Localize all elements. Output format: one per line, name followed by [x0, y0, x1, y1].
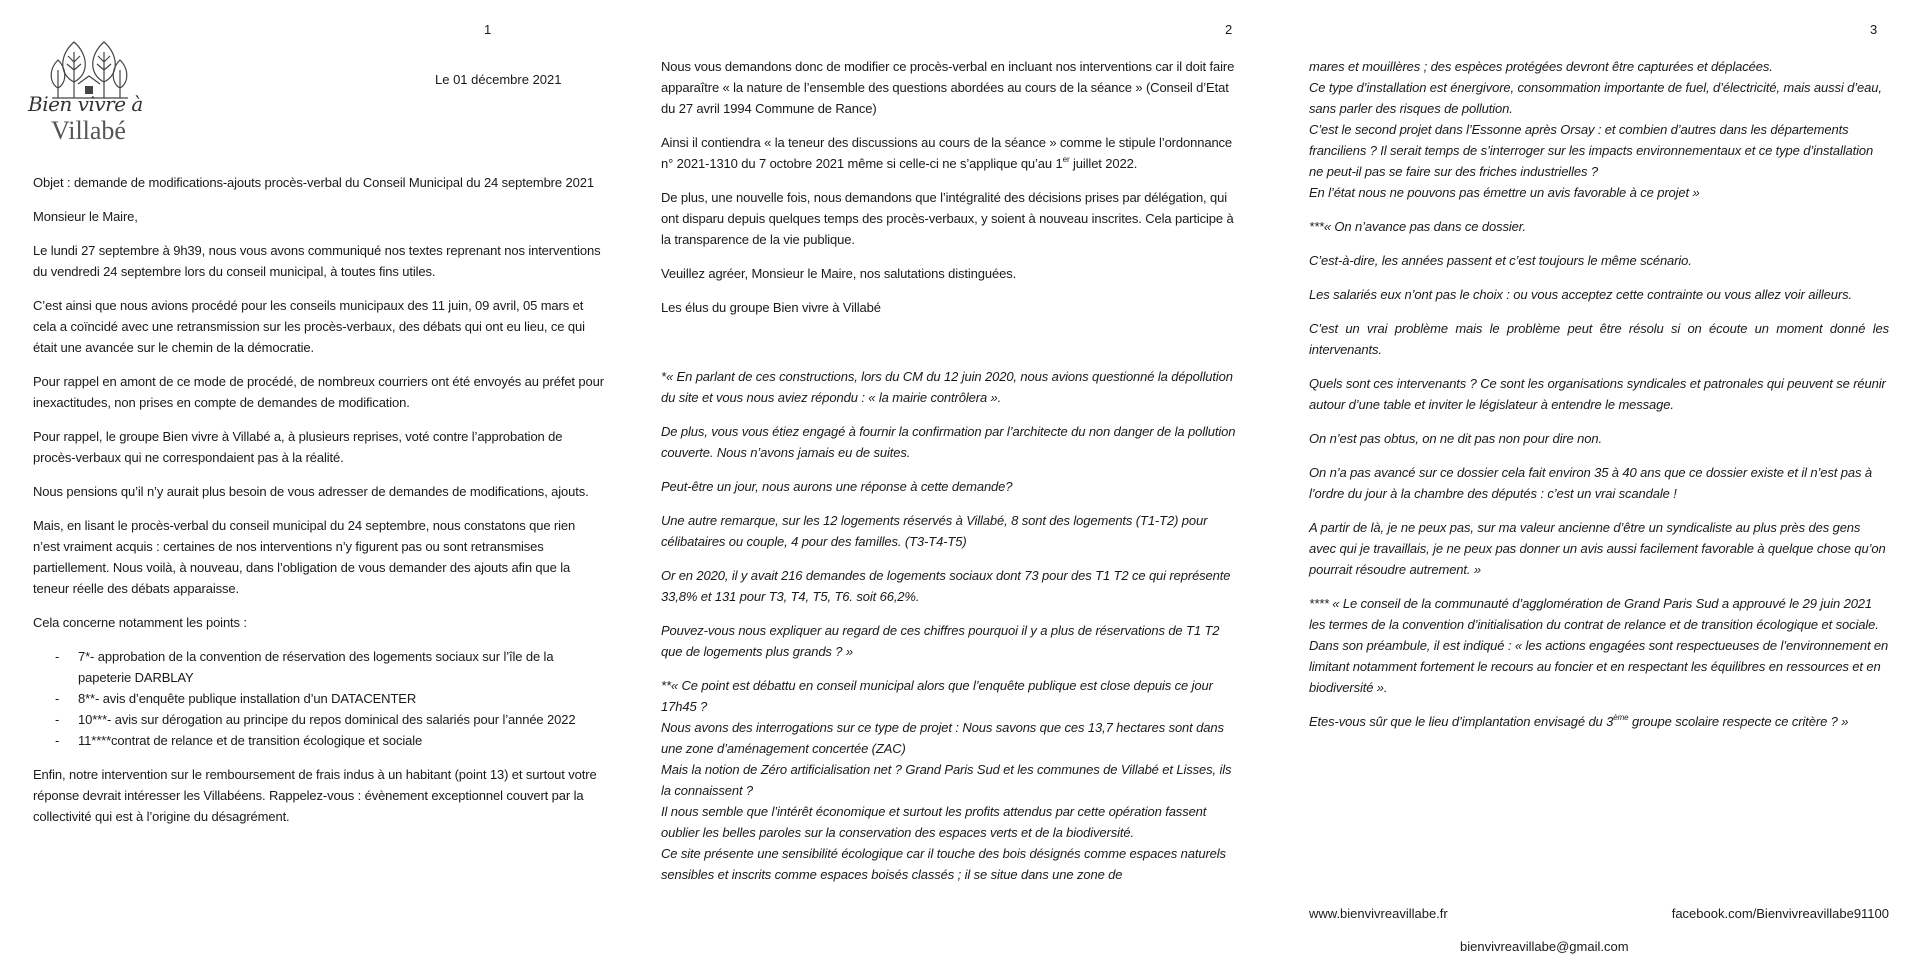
closing-formula: Veuillez agréer, Monsieur le Maire, nos salutations distinguées.	[661, 266, 1017, 281]
text-line: En l’état nous ne pouvons pas émettre un avis favorable à ce projet »	[1309, 185, 1700, 200]
paragraph	[661, 366, 1239, 408]
list-item: - 11****contrat de relance et de transition écologique et sociale	[33, 730, 605, 751]
text-line: De plus, vous vous étiez engagé à fournir la confirmation par l’architecte du non danger de la pollution couverte. Nous n’avons jamais eu de suites.	[661, 424, 1236, 460]
points-list	[33, 646, 605, 751]
text-line: C’est un vrai problème mais le problème peut être résolu si on écoute un moment donné les intervenants.	[1309, 321, 1889, 357]
text-line: Une autre remarque, sur les 12 logements réservés à Villabé, 8 sont des logements (T1-T2) pour célibataires ou couple, 4 pour des familles. (T3-T4-T5)	[661, 513, 1208, 549]
superscript: ème	[1613, 713, 1629, 722]
list-item: - 7*- approbation de la convention de réservation des logements sociaux sur l’île de la papeterie DARBLAY	[33, 646, 605, 688]
page-number: 2	[1225, 22, 1233, 37]
text-line: A partir de là, je ne peux pas, sur ma valeur ancienne d’être un syndicaliste au plus près des gens avec qui je travaillais, je ne peux pas donner un avis aussi facilement favorable à quelque chose qu’on pourrait résoudre autrement. »	[1309, 520, 1886, 577]
text-line: Les salariés eux n’ont pas le choix : ou vous acceptez cette contrainte ou vous allez voir ailleurs.	[1309, 287, 1852, 302]
paragraph	[661, 421, 1239, 463]
text: Etes-vous sûr que le lieu d’implantation envisagé du 3	[1309, 714, 1614, 729]
text-line: C’est le second projet dans l’Essonne après Orsay : et combien d’autres dans les départements franciliens ? Il serait temps de s’interroger sur les impacts environnementaux et ce type d’installation ne peut-il pas se faire sur des friches industrielles ?	[1309, 122, 1874, 179]
paragraph	[661, 132, 1239, 174]
email-link[interactable]: bienvivreavillabe@gmail.com	[1460, 939, 1629, 954]
letter-date: Le 01 décembre 2021	[435, 72, 562, 87]
paragraph: Nous pensions qu’il n’y aurait plus besoin de vous adresser de demandes de modifications, ajouts.	[33, 484, 589, 499]
paragraph: Cela concerne notamment les points :	[33, 615, 247, 630]
paragraph: C’est ainsi que nous avions procédé pour les conseils municipaux des 11 juin, 09 avril, 05 mars et cela a coïncidé avec une retransmission sur les procès-verbaux, des débats qui ont eu lieu, ce qui était une avancée sur le chemin de la démocratie.	[33, 298, 585, 355]
paragraph: Nous vous demandons donc de modifier ce procès-verbal en incluant nos interventions car il doit faire apparaître « la nature de l’ensemble des questions abordées au cours de la séance » (Conseil d’Etat du 27 avril 1994 Commune de Rance)	[661, 59, 1235, 116]
paragraph	[1309, 517, 1889, 580]
text-line: C’est-à-dire, les années passent et c’est toujours le même scénario.	[1309, 253, 1692, 268]
text-line: Quels sont ces intervenants ? Ce sont les organisations syndicales et patronales qui peuvent se réunir autour d’une table et inviter le législateur à entendre le message.	[1309, 376, 1886, 412]
footnotes	[661, 366, 1239, 885]
paragraph	[1309, 711, 1889, 732]
page-1-body	[33, 172, 605, 840]
paragraph: Mais, en lisant le procès-verbal du conseil municipal du 24 septembre, nous constatons que rien n’est vraiment acquis : certaines de nos interventions n’y figurent pas ou sont retransmises partiellement. Nous voilà, à nouveau, dans l’obligation de vous demander des ajouts afin que la teneur réelle des débats apparaisse.	[33, 518, 576, 596]
paragraph	[1309, 56, 1889, 203]
paragraph	[1309, 284, 1889, 305]
logo-title-text: Villabé	[51, 116, 126, 145]
text-line: **** « Le conseil de la communauté d’agglomération de Grand Paris Sud a approuvé le 29 juin 2021 les termes de la convention d’initialisation du contrat de relance et de transition écologique et sociale. Dans son préambule, il est indiqué : « les actions engagées sont respectueuses de l’environnement en limitant notamment fortement le recours au foncier et en respectant les équilibres en ressources et en biodiversité ».	[1309, 596, 1889, 695]
paragraph: Pour rappel, le groupe Bien vivre à Villabé a, à plusieurs reprises, voté contre l’approbation de procès-verbaux qui ne correspondaient pas à la réalité.	[33, 429, 563, 465]
paragraph: Monsieur le Maire,	[33, 209, 138, 224]
facebook-link[interactable]: facebook.com/Bienvivreavillabe91100	[1671, 906, 1889, 921]
paragraph	[661, 675, 1239, 885]
list-item: - 10***- avis sur dérogation au principe du repos dominical des salariés pour l’année 2022	[33, 709, 605, 730]
text-line: *« En parlant de ces constructions, lors du CM du 12 juin 2020, nous avions questionné la dépollution du site et vous nous aviez répondu : « la mairie contrôlera ».	[661, 369, 1233, 405]
text: Ainsi il contiendra « la teneur des discussions au cours de la séance » comme le stipule l’ordonnance n° 2021-1310 du 7 octobre 2021 même si celle-ci ne s’applique qu’au 1	[661, 135, 1233, 171]
paragraph	[1309, 593, 1889, 698]
logo-script-text: Bien vivre à	[28, 92, 143, 116]
text: groupe scolaire respecte ce critère ? »	[1628, 714, 1849, 729]
text-line: Or en 2020, il y avait 216 demandes de logements sociaux dont 73 pour des T1 T2 ce qui représente 33,8% et 131 pour T3, T4, T5, T6. soit 66,2%.	[661, 568, 1231, 604]
paragraph	[661, 565, 1239, 607]
paragraph	[661, 510, 1239, 552]
paragraph: De plus, une nouvelle fois, nous demandons que l’intégralité des décisions prises par délégation, qui ont disparu depuis quelques temps des procès-verbaux, y soient à nouveau inscrites. Cela participe à la transparence de la vie publique.	[661, 190, 1234, 247]
text-line: Ce site présente une sensibilité écologique car il touche des bois désignés comme espaces naturels sensibles et inscrits comme espaces boisés classés ; il se situe dans une zone de	[661, 846, 1226, 882]
paragraph	[1309, 462, 1889, 504]
paragraph: Le lundi 27 septembre à 9h39, nous vous avons communiqué nos textes reprenant nos interventions du vendredi 24 septembre lors du conseil municipal, à toutes fins utiles.	[33, 243, 601, 279]
page-number: 1	[484, 22, 492, 37]
text-line: On n’a pas avancé sur ce dossier cela fait environ 35 à 40 ans que ce dossier existe et il n’est pas à l’ordre du jour à la chambre des députés : c’est un vrai scandale !	[1309, 465, 1872, 501]
text-line: Il nous semble que l’intérêt économique et surtout les profits attendus par cette opération fassent oublier les belles paroles sur la conservation des espaces verts et de la biodiversité.	[661, 804, 1207, 840]
paragraph	[661, 476, 1239, 497]
paragraph: Objet : demande de modifications-ajouts procès-verbal du Conseil Municipal du 24 septembre 2021	[33, 175, 594, 190]
text-line: Ce type d’installation est énergivore, consommation importante de fuel, d’électricité, mais aussi d’eau, sans parler des risques de pollution.	[1309, 80, 1882, 116]
page-number: 3	[1870, 22, 1878, 37]
paragraph	[1309, 216, 1889, 237]
paragraph: Enfin, notre intervention sur le remboursement de frais indus à un habitant (point 13) et surtout votre réponse devrait intéresser les Villabéens. Rappelez-vous : évènement exceptionnel couvert par la collectivité qui est à l’origine du désagrément.	[33, 767, 597, 824]
superscript: er	[1062, 155, 1070, 164]
text-line: mares et mouillères ; des espèces protégées devront être capturées et déplacées.	[1309, 59, 1773, 74]
logo	[26, 40, 156, 150]
paragraph	[661, 620, 1239, 662]
list-item: - 8**- avis d’enquête publique installation d’un DATACENTER	[33, 688, 605, 709]
page-3-body	[1309, 56, 1889, 745]
paragraph: Pour rappel en amont de ce mode de procédé, de nombreux courriers ont été envoyés au préfet pour inexactitudes, non prises en compte de demandes de modification.	[33, 374, 604, 410]
text-line: Peut-être un jour, nous aurons une réponse à cette demande?	[661, 479, 1013, 494]
text-line: **« Ce point est débattu en conseil municipal alors que l’enquête publique est close depuis ce jour 17h45 ?	[661, 678, 1213, 714]
text: juillet 2022.	[1069, 156, 1138, 171]
footnotes	[1309, 56, 1889, 698]
text-line: Pouvez-vous nous expliquer au regard de ces chiffres pourquoi il y a plus de réservations de T1 T2 que de logements plus grands ? »	[661, 623, 1220, 659]
text-line: ***« On n’avance pas dans ce dossier.	[1309, 219, 1526, 234]
text-line: On n’est pas obtus, on ne dit pas non pour dire non.	[1309, 431, 1602, 446]
paragraph	[1309, 250, 1889, 271]
page-2-body	[661, 56, 1239, 898]
paragraph	[1309, 318, 1889, 360]
signature: Les élus du groupe Bien vivre à Villabé	[661, 300, 881, 315]
website-link[interactable]: www.bienvivreavillabe.fr	[1309, 906, 1448, 921]
text-line: Mais la notion de Zéro artificialisation net ? Grand Paris Sud et les communes de Villabé et Lisses, ils la connaissent ?	[661, 762, 1232, 798]
paragraph	[1309, 428, 1889, 449]
text-line: Nous avons des interrogations sur ce type de projet : Nous savons que ces 13,7 hectares sont dans une zone d’aménagement concertée (ZAC)	[661, 720, 1224, 756]
paragraph	[1309, 373, 1889, 415]
